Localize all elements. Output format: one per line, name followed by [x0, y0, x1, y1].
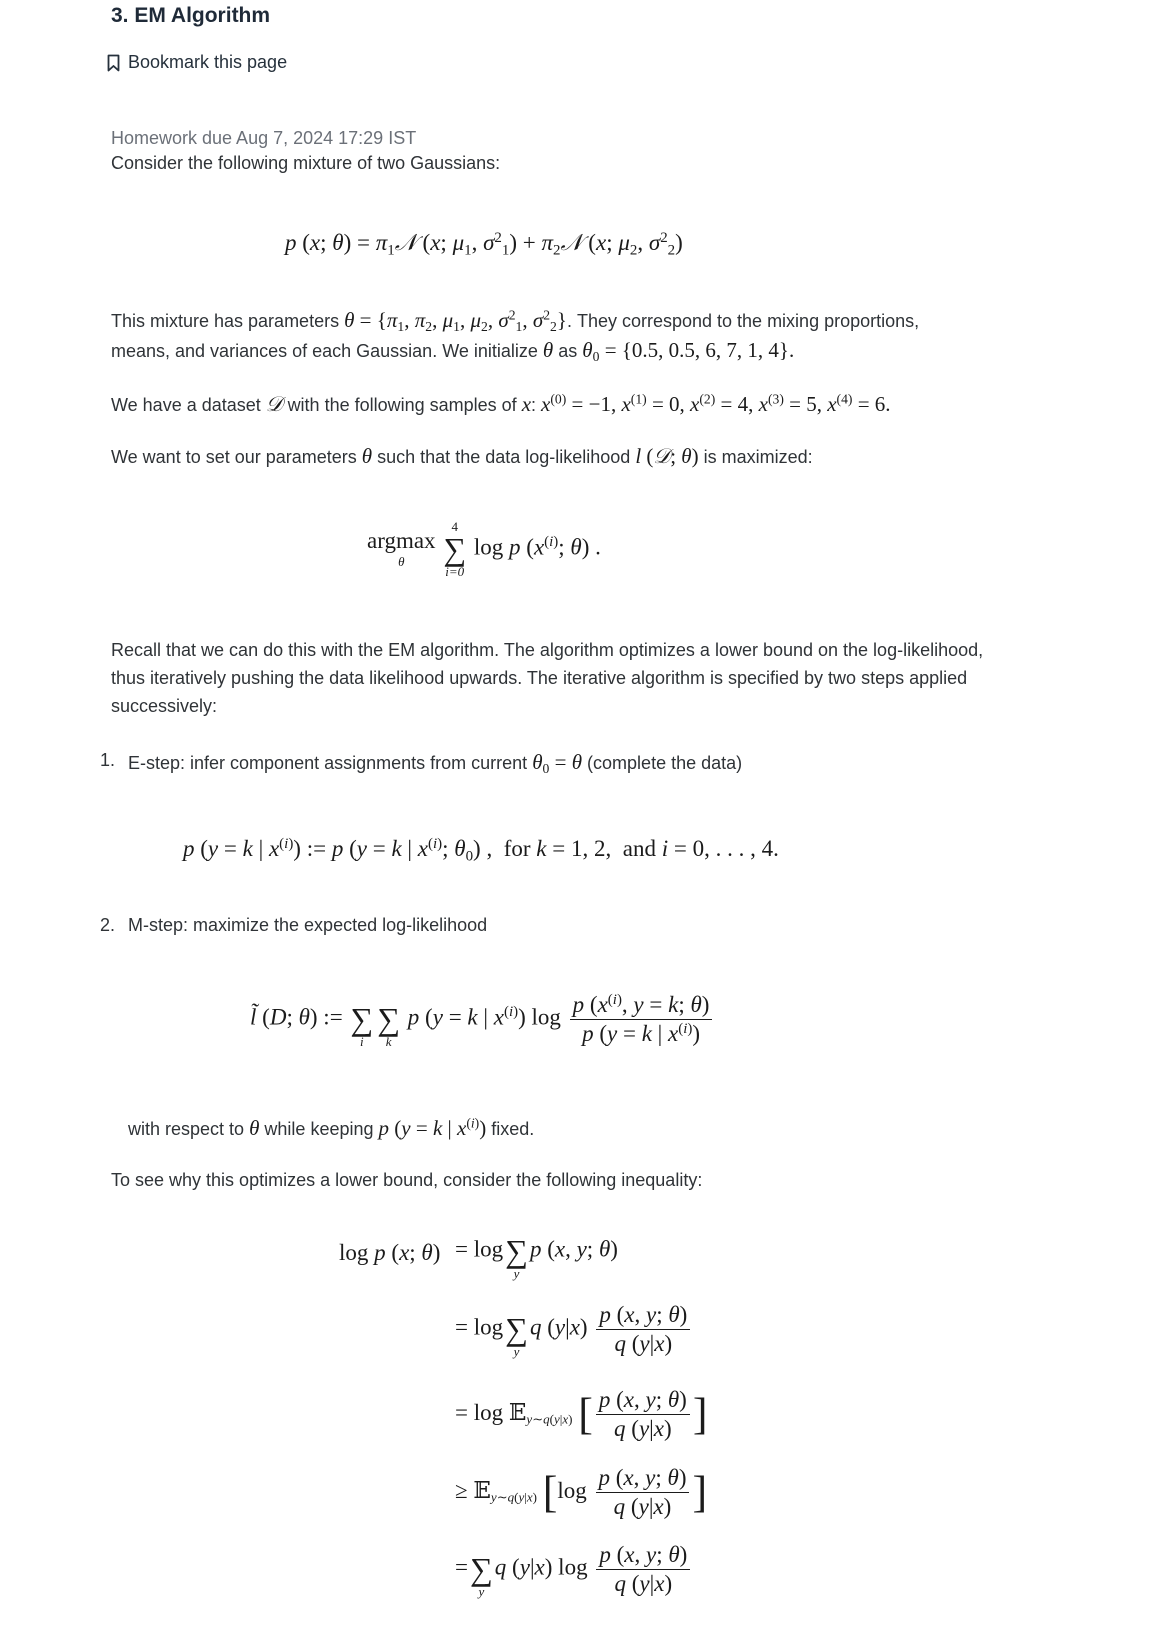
params-line-2: means, and variances of each Gaussian. We initialize θ as $\theta_0 = \{0.5$, 0.5, 6, 7, 1, 4}.	[111, 338, 795, 365]
page-title: 3. EM Algorithm	[111, 4, 271, 27]
estep-number: 1.	[100, 750, 116, 770]
dataset-line: We have a dataset 𝒟 with the following samples of x: $x^{(0)} = -1$, $x^{(1)} = 0$, $x^{(2)} = 4$, $x^{(3)} = 5$, $x^{(4)} = 6$.	[111, 391, 891, 416]
mixture-equation: p (x; $\theta) = \pi_1𝒩$ (x; $\mu_1$, $\sigma^2_1$) + $\pi_2𝒩$ (x; $\mu_2$, $\sigma^2_2$)	[285, 229, 683, 259]
estep-equation: p (y = k | $x^{(i)}$) := p (y = k | $x^{(i)}$; $\theta_0$) , for k = 1, 2, and i = 0, . . . , 4.	[183, 835, 779, 865]
derivation-line-5: = ∑ y q (y|x) log $\frac{p (x, y; \theta)}{q (y|x)}$	[455, 1540, 693, 1598]
derivation-line-4: ≥ 𝔼$_{y\sim q(y|x)}$ [log $\frac{p (x, y; \theta)}{q (y|x)}$ ]	[455, 1465, 708, 1519]
estep-text: E-step: infer component assignments from current $\theta_0 = \theta$ (complete the data)	[128, 750, 743, 777]
mstep-equation: l̃ (D; θ) := ∑ i ∑ k p (y = k | $x^{(i)}$) log $\frac{p (x^{(i)}, y = k; \theta)}{p (y = k | x^{(i)})}$	[250, 990, 715, 1048]
bookmark-button[interactable]	[107, 52, 287, 73]
intro-text: Consider the following mixture of two Gaussians:	[111, 153, 501, 173]
wrt-line: with respect to θ while keeping p (y = k | $x^{(i)}$) fixed.	[128, 1115, 535, 1140]
bookmark-icon	[107, 54, 120, 72]
derivation-line-3: = log 𝔼$_{y\sim q(y|x)}$ [ $\frac{p (x, y; \theta)}{q (y|x)}$ ]	[455, 1387, 708, 1441]
bookmark-label: Bookmark this page	[128, 52, 288, 72]
argmax-equation: argmax θ 4 ∑ i=0 log p ($x^{(i)}$; θ) .	[367, 519, 601, 579]
derivation-line-2: = log ∑ y q (y|x) $\frac{p (x, y; \theta)}{q (y|x)}$	[455, 1300, 693, 1358]
derivation-line-1: = log ∑ y p (x, y; θ)	[455, 1233, 618, 1281]
recall-line-2: thus iteratively pushing the data likelihood upwards. The iterative algorithm is specified by two steps applied	[111, 668, 968, 688]
objective-line: We want to set our parameters θ such that the data log-likelihood l (𝒟; θ) is maximized:	[111, 444, 813, 468]
mstep-number: 2.	[100, 915, 116, 935]
why-text: To see why this optimizes a lower bound, consider the following inequality:	[111, 1170, 703, 1190]
derivation-lhs: log p (x; θ)	[339, 1240, 441, 1265]
due-date: Homework due Aug 7, 2024 17:29 IST	[111, 128, 417, 148]
params-line-1: This mixture has parameters $\theta = \{\pi_1$, $\pi_2$, $\mu_1$, $\mu_2$, $\sigma^2_1$, $\sigma^2_2$}. They correspond to the mixing proportions,	[111, 307, 920, 335]
recall-line-3: successively:	[111, 696, 218, 716]
mstep-text: M-step: maximize the expected log-likelihood	[128, 915, 488, 935]
recall-line-1: Recall that we can do this with the EM algorithm. The algorithm optimizes a lower bound on the log-likelihood,	[111, 640, 984, 660]
